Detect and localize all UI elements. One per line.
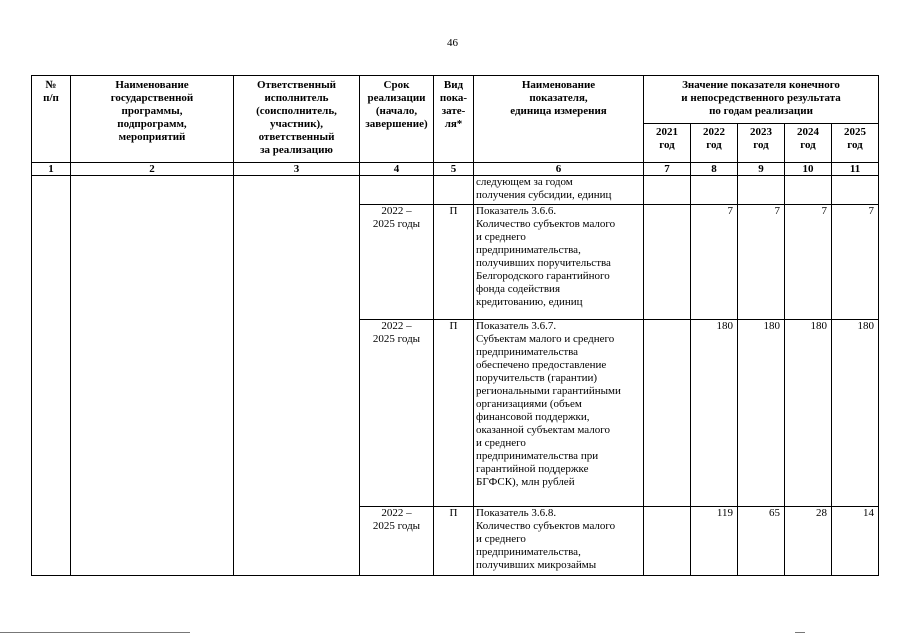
page-number: 46	[447, 37, 458, 49]
cell-value-2024: 7	[785, 205, 832, 320]
column-number: 3	[234, 163, 360, 176]
cell-period: 2022 – 2025 годы	[360, 320, 434, 507]
header-col-program-name: Наименование государственной программы, подпрограмм, мероприятий	[71, 76, 234, 163]
header-year-2024: 2024 год	[785, 124, 832, 163]
cell-period: 2022 – 2025 годы	[360, 205, 434, 320]
cell-value-2022: 119	[691, 507, 738, 576]
header-group-values: Значение показателя конечного и непосредственного результата по годам реализации	[644, 76, 879, 124]
cell-value-2025	[832, 176, 879, 205]
column-number: 9	[738, 163, 785, 176]
cell-value-2024	[785, 176, 832, 205]
cell-value-2025: 14	[832, 507, 879, 576]
column-number: 4	[360, 163, 434, 176]
cell-indicator-name: следующем за годом получения субсидии, единиц	[474, 176, 644, 205]
header-year-2025: 2025 год	[832, 124, 879, 163]
scan-edge-line	[795, 632, 805, 633]
cell-indicator-name: Показатель 3.6.8. Количество субъектов малого и среднего предпринимательства, получивших микрозаймы	[474, 507, 644, 576]
cell-program-name	[71, 176, 234, 576]
cell-period	[360, 176, 434, 205]
cell-value-2024: 180	[785, 320, 832, 507]
cell-value-2024: 28	[785, 507, 832, 576]
cell-value-2021	[644, 320, 691, 507]
cell-value-2023: 180	[738, 320, 785, 507]
cell-value-2021	[644, 176, 691, 205]
column-number: 2	[71, 163, 234, 176]
cell-indicator-type: П	[434, 205, 474, 320]
header-col-period: Срок реализации (начало, завершение)	[360, 76, 434, 163]
cell-value-2021	[644, 507, 691, 576]
column-number: 8	[691, 163, 738, 176]
column-number: 6	[474, 163, 644, 176]
indicator-table-wrapper	[31, 75, 878, 576]
cell-value-2021	[644, 205, 691, 320]
cell-value-2023: 7	[738, 205, 785, 320]
cell-value-2023: 65	[738, 507, 785, 576]
cell-indicator-type	[434, 176, 474, 205]
column-number: 1	[32, 163, 71, 176]
cell-value-2025: 7	[832, 205, 879, 320]
column-numbers-row	[32, 163, 879, 176]
cell-value-2022: 180	[691, 320, 738, 507]
column-number: 5	[434, 163, 474, 176]
header-col-responsible: Ответственный исполнитель (соисполнитель, участник), ответственный за реализацию	[234, 76, 360, 163]
cell-value-2022	[691, 176, 738, 205]
cell-indicator-type: П	[434, 507, 474, 576]
cell-indicator-name: Показатель 3.6.6. Количество субъектов малого и среднего предпринимательства, получивших поручительства Белгородского гарантийного фонда содействия кредитованию, единиц	[474, 205, 644, 320]
column-number: 10	[785, 163, 832, 176]
cell-period: 2022 – 2025 годы	[360, 507, 434, 576]
scan-edge-line	[0, 632, 190, 633]
header-year-2023: 2023 год	[738, 124, 785, 163]
table-row	[32, 176, 879, 205]
header-col-number: № п/п	[32, 76, 71, 163]
column-number: 7	[644, 163, 691, 176]
indicator-table	[31, 75, 879, 576]
header-col-indicator-type: Вид пока- зате- ля*	[434, 76, 474, 163]
header-row	[32, 76, 879, 124]
cell-value-2023	[738, 176, 785, 205]
column-number: 11	[832, 163, 879, 176]
cell-responsible	[234, 176, 360, 576]
cell-number	[32, 176, 71, 576]
header-year-2021: 2021 год	[644, 124, 691, 163]
header-col-indicator-name: Наименование показателя, единица измерения	[474, 76, 644, 163]
cell-indicator-type: П	[434, 320, 474, 507]
cell-indicator-name: Показатель 3.6.7. Субъектам малого и среднего предпринимательства обеспечено предоставление поручительств (гарантии) региональными гарантийными организациями (объем финансовой поддержки, оказанной субъектам малого и среднего предпринимательства при гарантийной поддержке БГФСК), млн рублей	[474, 320, 644, 507]
cell-value-2022: 7	[691, 205, 738, 320]
header-year-2022: 2022 год	[691, 124, 738, 163]
cell-value-2025: 180	[832, 320, 879, 507]
